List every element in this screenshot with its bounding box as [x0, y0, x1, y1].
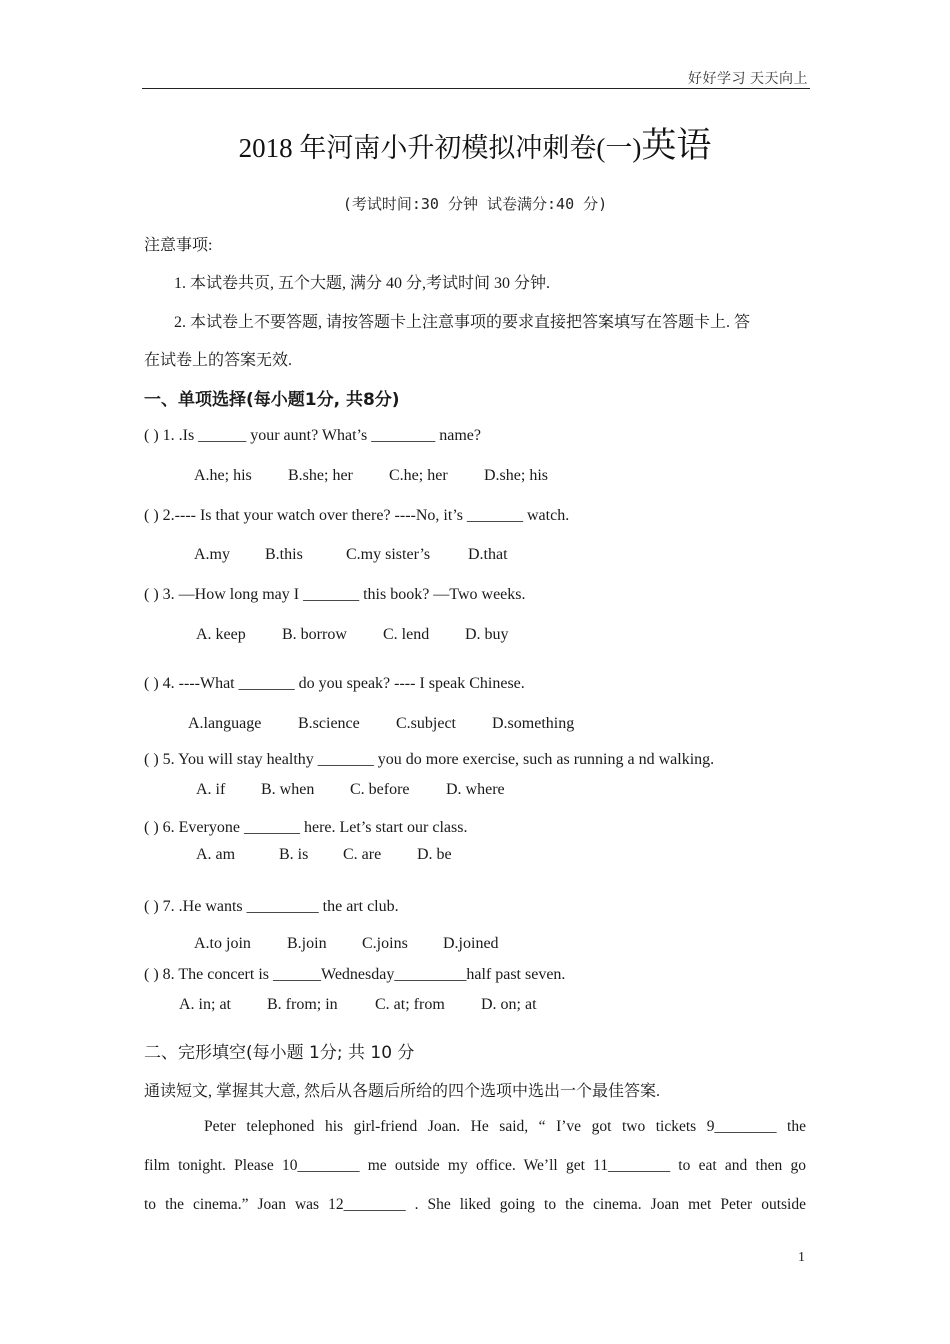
- exam-title: [0, 118, 950, 168]
- option-d: D.something: [492, 715, 575, 732]
- option-c: C. lend: [383, 626, 430, 643]
- question-stem: ( ) 2.---- Is that your watch over there? ----No, it’s _______ watch.: [144, 507, 570, 524]
- question-stem: ( ) 6. Everyone _______ here. Let’s start our class.: [144, 819, 468, 836]
- option-c: C.subject: [396, 715, 456, 732]
- option-b: B. when: [261, 781, 315, 798]
- option-a: A.language: [188, 715, 262, 732]
- option-a: A. am: [196, 846, 236, 863]
- exam-title-prefix: 2018 年河南小升初模拟冲刺卷(一): [238, 133, 642, 163]
- notes-heading: 注意事项:: [144, 237, 213, 254]
- question-stem: ( ) 7. .He wants _________ the art club.: [144, 898, 399, 915]
- option-c: C.he; her: [389, 467, 448, 484]
- option-d: D. be: [417, 846, 452, 863]
- option-b: B.this: [265, 546, 303, 563]
- section-2-instruction: 通读短文, 掌握其大意, 然后从各题后所给的四个选项中选出一个最佳答案.: [144, 1083, 661, 1100]
- exam-info: (考试时间:30 分钟 试卷满分:40 分): [342, 195, 608, 213]
- passage-line: film tonight. Please 10________ me outside my office. We’ll get 11________ to eat and then go: [144, 1157, 806, 1174]
- option-d: D. on; at: [481, 996, 537, 1013]
- page-number: 1: [798, 1250, 805, 1265]
- exam-title-subject: 英语: [641, 126, 712, 166]
- question-stem: ( ) 1. .Is ______ your aunt? What’s ________ name?: [144, 427, 481, 444]
- option-d: D. buy: [465, 626, 509, 643]
- option-b: B. from; in: [267, 996, 338, 1013]
- notes-item-1: 1. 本试卷共页, 五个大题, 满分 40 分,考试时间 30 分钟.: [174, 275, 551, 292]
- passage-line: Peter telephoned his girl-friend Joan. He said, “ I’ve got two tickets 9________ the: [204, 1118, 806, 1135]
- page-header: 好好学习 天天向上: [688, 72, 808, 87]
- option-c: C.my sister’s: [346, 546, 431, 563]
- question-stem: ( ) 8. The concert is ______Wednesday_________half past seven.: [144, 966, 566, 983]
- option-c: C. at; from: [375, 996, 445, 1013]
- option-c: C. are: [343, 846, 382, 863]
- option-a: A. if: [196, 781, 226, 798]
- option-d: D.joined: [443, 935, 499, 952]
- option-a: A. keep: [196, 626, 246, 643]
- header-rule: [142, 88, 810, 89]
- option-c: C. before: [350, 781, 410, 798]
- option-d: D.she; his: [484, 467, 548, 484]
- question-stem: ( ) 4. ----What _______ do you speak? ---- I speak Chinese.: [144, 675, 525, 692]
- question-stem: ( ) 5. You will stay healthy _______ you do more exercise, such as running a nd walking.: [144, 751, 715, 768]
- option-b: B.she; her: [288, 467, 353, 484]
- notes-item-2-line-1: 2. 本试卷上不要答题, 请按答题卡上注意事项的要求直接把答案填写在答题卡上. 答: [174, 314, 751, 331]
- notes-item-2-line-2: 在试卷上的答案无效.: [144, 352, 293, 369]
- option-a: A. in; at: [179, 996, 231, 1013]
- section-2-heading: 二、完形填空(每小题 1分; 共 10 分: [144, 1043, 415, 1063]
- option-b: B. borrow: [282, 626, 347, 643]
- section-1-heading: 一、单项选择(每小题1分, 共8分): [144, 390, 400, 410]
- option-d: D. where: [446, 781, 505, 798]
- option-a: A.to join: [194, 935, 251, 952]
- option-b: B.science: [298, 715, 360, 732]
- option-c: C.joins: [362, 935, 408, 952]
- question-stem: ( ) 3. —How long may I _______ this book? —Two weeks.: [144, 586, 526, 603]
- option-b: B.join: [287, 935, 327, 952]
- option-b: B. is: [279, 846, 309, 863]
- option-a: A.my: [194, 546, 230, 563]
- passage-line: to the cinema.” Joan was 12________ . She liked going to the cinema. Joan met Peter outside: [144, 1196, 806, 1213]
- option-d: D.that: [468, 546, 508, 563]
- option-a: A.he; his: [194, 467, 252, 484]
